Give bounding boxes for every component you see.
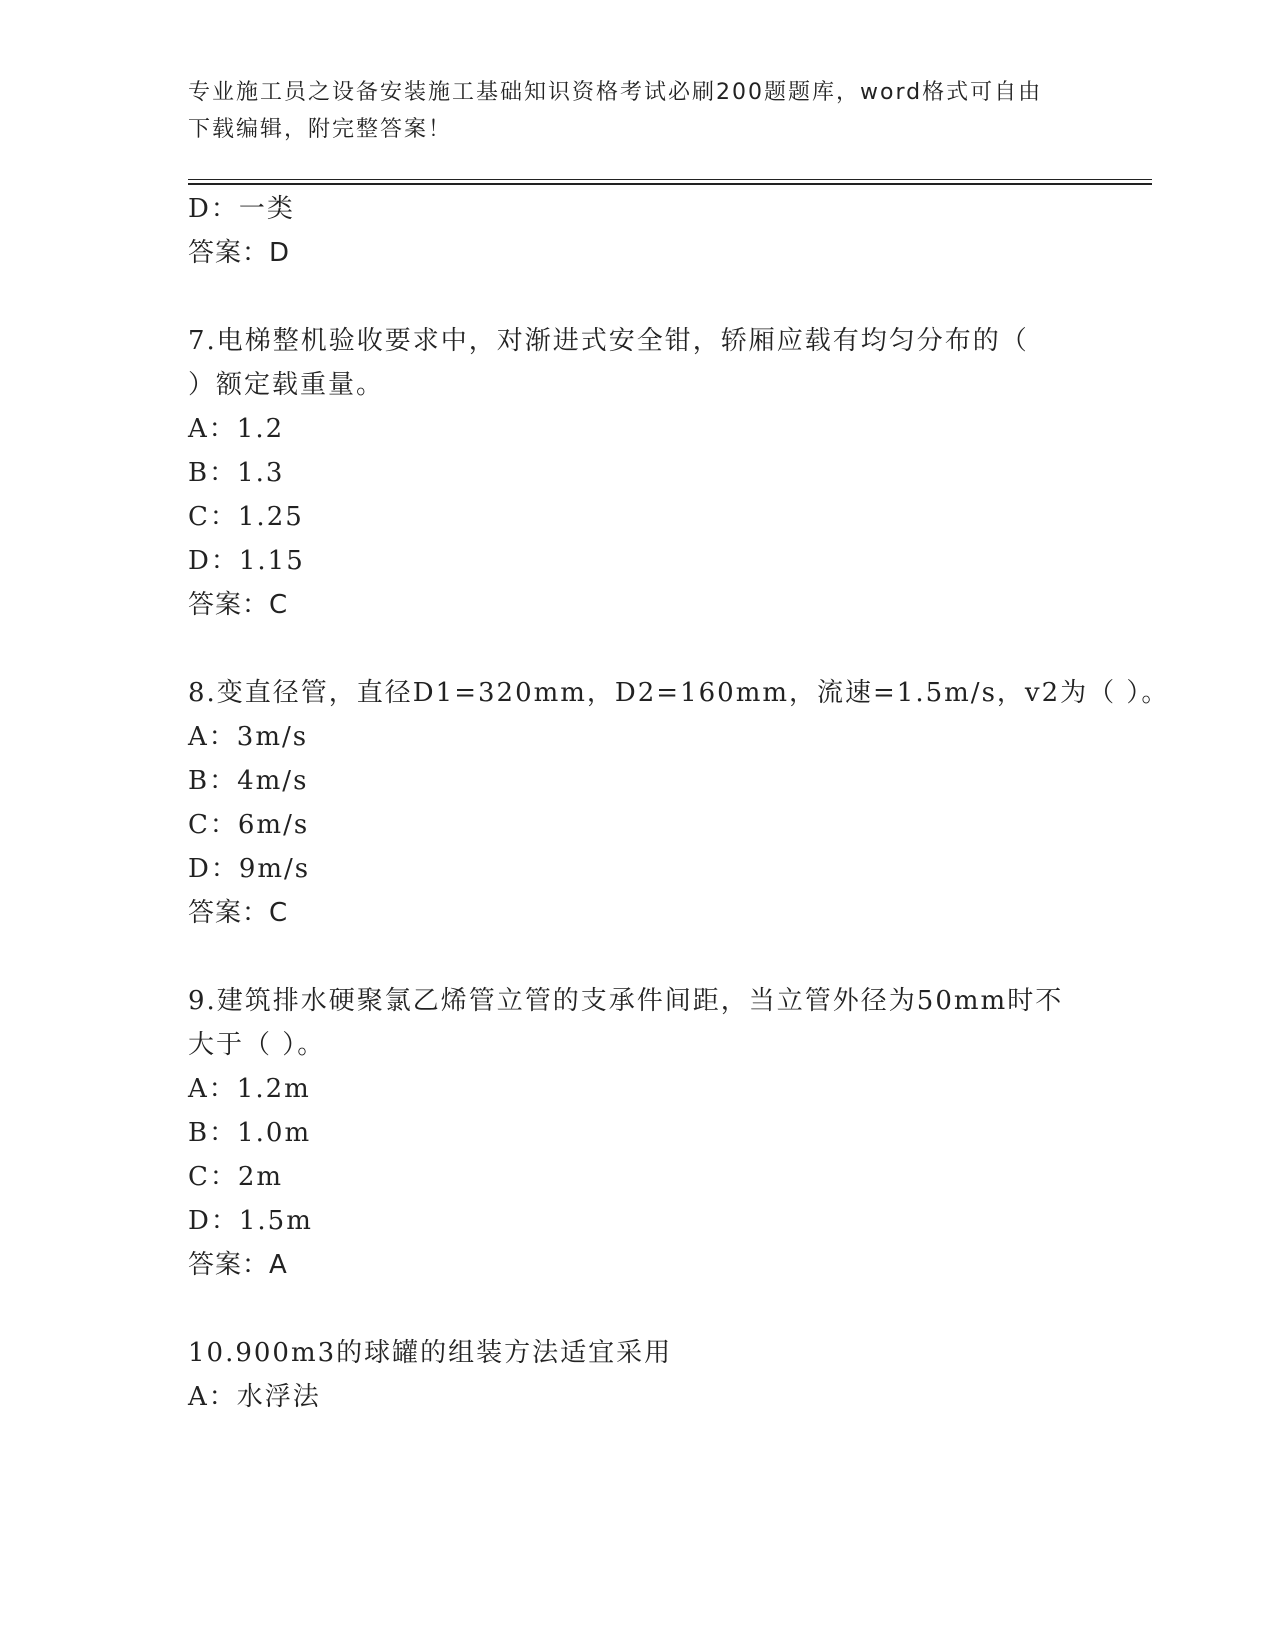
question-10-text-line-1: 10.900m3的球罐的组装方法适宜采用 — [188, 1338, 673, 1368]
question-9-text-line-2: 大于（ ）。 — [188, 1030, 326, 1060]
header-divider-thin — [188, 179, 1152, 180]
prev-question-option-d: D：一类 — [188, 194, 295, 224]
question-9-option-b: B：1.0m — [188, 1118, 312, 1148]
question-7-text-line-1: 7.电梯整机验收要求中，对渐进式安全钳，轿厢应载有均匀分布的（ — [188, 326, 1029, 356]
question-8-answer: 答案：C — [188, 898, 289, 928]
question-10-option-a: A：水浮法 — [188, 1382, 321, 1412]
question-7-option-d: D：1.15 — [188, 546, 305, 576]
question-8-option-d: D：9m/s — [188, 854, 311, 884]
question-9-option-d: D：1.5m — [188, 1206, 313, 1236]
question-9-answer: 答案：A — [188, 1250, 288, 1280]
question-8-text-line-1: 8.变直径管，直径D1=320mm，D2=160mm，流速=1.5m/s，v2为（ ）。 — [188, 678, 1170, 708]
document-header — [188, 74, 1088, 148]
question-9-text-line-1: 9.建筑排水硬聚氯乙烯管立管的支承件间距，当立管外径为50mm时不 — [188, 986, 1064, 1016]
question-7-option-c: C：1.25 — [188, 502, 304, 532]
question-7-answer: 答案：C — [188, 590, 289, 620]
header-line-1: 专业施工员之设备安装施工基础知识资格考试必刷200题题库，word格式可自由 — [188, 80, 1043, 105]
question-7-text-line-2: ）额定载重量。 — [188, 370, 385, 400]
header-line-2: 下载编辑，附完整答案！ — [188, 117, 453, 142]
question-7-option-b: B：1.3 — [188, 458, 285, 488]
question-8-option-a: A：3m/s — [188, 722, 309, 752]
prev-question-answer: 答案：D — [188, 238, 291, 268]
question-8-option-b: B：4m/s — [188, 766, 309, 796]
question-9-option-c: C：2m — [188, 1162, 284, 1192]
question-9-option-a: A：1.2m — [188, 1074, 311, 1104]
question-8-option-c: C：6m/s — [188, 810, 310, 840]
question-7-option-a: A：1.2 — [188, 414, 285, 444]
header-divider-thick — [188, 183, 1152, 185]
